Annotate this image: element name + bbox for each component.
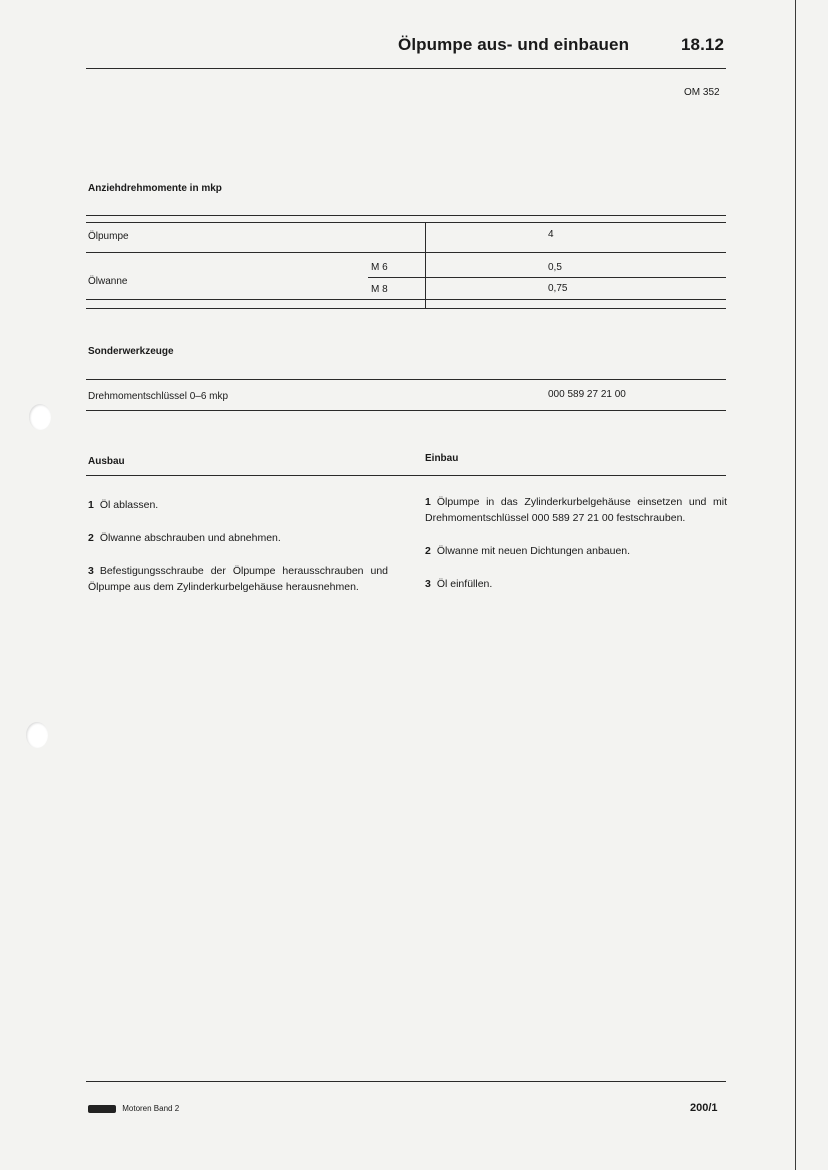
torque-value-m8: 0,75 — [548, 283, 568, 294]
installation-step: 1 Ölpumpe in das Zylinderkurbelgehäuse einsetzen und mit Drehmomentschlüssel 000 589 27 21 00 festschrauben. — [425, 496, 727, 524]
installation-steps — [425, 494, 727, 609]
page-title: Ölpumpe aus- und einbauen — [398, 35, 630, 54]
installation-heading: Einbau — [425, 453, 459, 464]
punch-hole-top — [29, 404, 51, 430]
torque-table-end-rule — [86, 308, 726, 309]
torque-part-oelpumpe: Ölpumpe — [88, 231, 129, 242]
punch-hole-bottom — [26, 722, 48, 748]
procedure-rule — [86, 475, 726, 476]
header-rule — [86, 68, 726, 69]
torque-table-bottom-rule — [86, 299, 726, 300]
installation-step: 3 Öl einfüllen. — [425, 578, 493, 590]
removal-step: 1 Öl ablassen. — [88, 499, 159, 511]
page-number: 200/1 — [690, 1102, 718, 1114]
torque-subrow-rule — [368, 277, 726, 278]
torque-table-divider — [425, 222, 426, 308]
page-edge — [795, 0, 796, 1170]
section-number: 18.12 — [681, 35, 725, 54]
torque-value-m6: 0,5 — [548, 262, 562, 273]
tools-top-rule — [86, 379, 726, 380]
tools-bottom-rule — [86, 410, 726, 411]
removal-step: 3 Befestigungsschraube der Ölpumpe herausschrauben und Ölpumpe aus dem Zylinderkurbelgehäuse herausnehmen. — [88, 565, 388, 593]
torque-heading: Anziehdrehmomente in mkp — [88, 183, 222, 194]
torque-sub-m8: M 8 — [371, 284, 388, 295]
engine-label: OM 352 — [684, 87, 720, 98]
torque-row-rule — [86, 252, 726, 253]
brand-logo-icon — [88, 1105, 116, 1113]
torque-table-header-rule — [86, 222, 726, 223]
footer-rule — [86, 1081, 726, 1082]
tools-heading: Sonderwerkzeuge — [88, 346, 174, 357]
removal-steps — [88, 497, 388, 612]
torque-value-oelpumpe: 4 — [548, 229, 554, 240]
removal-heading: Ausbau — [88, 456, 125, 467]
torque-sub-m6: M 6 — [371, 262, 388, 273]
tool-number: 000 589 27 21 00 — [548, 389, 626, 400]
footer-publication-block — [88, 1104, 179, 1113]
installation-step: 2 Ölwanne mit neuen Dichtungen anbauen. — [425, 545, 631, 557]
tool-name: Drehmomentschlüssel 0–6 mkp — [88, 391, 229, 402]
torque-part-oelwanne: Ölwanne — [88, 276, 128, 287]
footer-publication: Motoren Band 2 — [122, 1104, 180, 1113]
removal-step: 2 Ölwanne abschrauben und abnehmen. — [88, 532, 281, 544]
torque-table-top-rule — [86, 215, 726, 216]
